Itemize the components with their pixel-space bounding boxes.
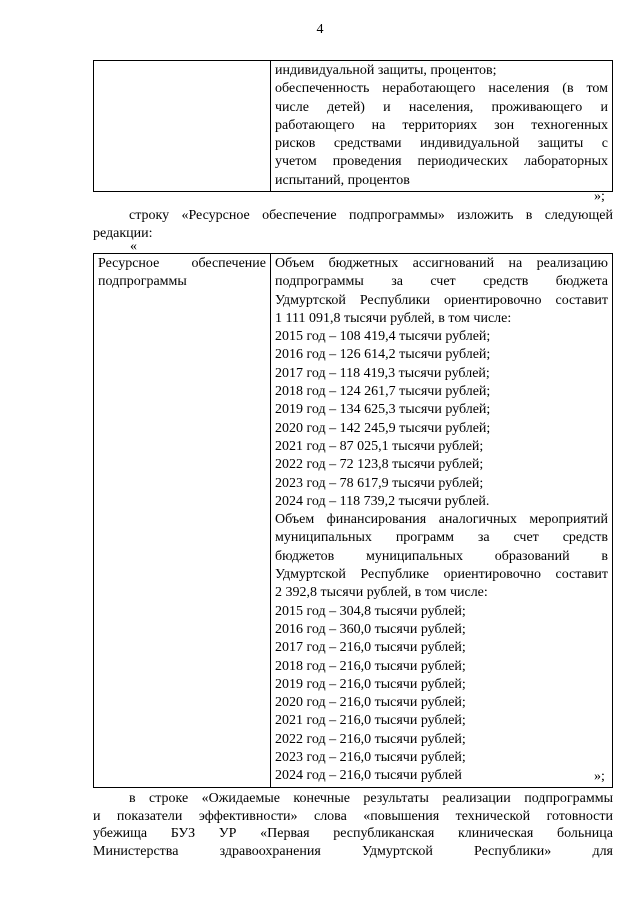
municipal-year-line: 2015 год – 304,8 тысячи рублей; xyxy=(275,603,466,619)
paragraph-line: и показатели эффективности» слова «повышения технической готовности xyxy=(93,808,613,824)
table-cell-empty xyxy=(94,61,271,192)
municipal-year-line: 2024 год – 216,0 тысячи рублей xyxy=(275,768,462,784)
budget-year-line: 2021 год – 87 025,1 тысячи рублей; xyxy=(275,438,484,454)
opening-quote: « xyxy=(130,239,137,254)
cell-line: обеспеченность неработающего населения (в том xyxy=(275,81,608,97)
paragraph-line: редакции: xyxy=(93,225,153,241)
budget-year-line: 2020 год – 142 245,9 тысячи рублей; xyxy=(275,420,491,436)
cell-line: рисков средствами индивидуальной защиты с xyxy=(275,136,608,152)
resource-value-cell xyxy=(271,254,613,788)
cell-line: работающего на территориях зон техногенных xyxy=(275,117,608,133)
budget-year-line: 2016 год – 126 614,2 тысячи рублей; xyxy=(275,347,491,363)
budget-year-line: 2023 год – 78 617,9 тысячи рублей; xyxy=(275,475,484,491)
paragraph-line: убежища БУЗ УР «Первая республиканская клиническая больница xyxy=(93,826,613,841)
resource-provision-table xyxy=(93,253,613,788)
municipal-year-line: 2019 год – 216,0 тысячи рублей; xyxy=(275,676,466,692)
municipal-year-line: 2020 год – 216,0 тысячи рублей; xyxy=(275,695,466,711)
paragraph-line: в строке «Ожидаемые конечные результаты реализации подпрограммы xyxy=(129,791,613,806)
label-line: Ресурсное обеспечение xyxy=(98,256,266,271)
indicators-cell xyxy=(271,61,613,192)
cell-line: Удмуртской Республике ориентировочно составит xyxy=(275,567,608,583)
budget-year-line: 2024 год – 118 739,2 тысячи рублей. xyxy=(275,493,490,509)
municipal-year-line: 2021 год – 216,0 тысячи рублей; xyxy=(275,713,466,729)
municipal-year-line: 2016 год – 360,0 тысячи рублей; xyxy=(275,621,466,637)
municipal-year-line: 2017 год – 216,0 тысячи рублей; xyxy=(275,640,466,656)
municipal-year-line: 2023 год – 216,0 тысячи рублей; xyxy=(275,750,466,766)
instruction-paragraph xyxy=(93,207,613,242)
cell-line: 1 111 091,8 тысячи рублей, в том числе: xyxy=(275,310,512,326)
cell-line: подпрограммы за счет средств бюджета xyxy=(275,274,608,290)
cell-line: индивидуальной защиты, процентов; xyxy=(275,63,497,78)
cell-line: числе детей) и населения, проживающего и xyxy=(275,99,608,115)
cell-line: 2 392,8 тысячи рублей, в том числе: xyxy=(275,585,488,601)
label-line: подпрограммы xyxy=(98,274,187,290)
budget-year-line: 2017 год – 118 419,3 тысячи рублей; xyxy=(275,365,490,381)
cell-line: испытаний, процентов xyxy=(275,172,410,188)
budget-year-line: 2015 год – 108 419,4 тысячи рублей; xyxy=(275,329,491,345)
municipal-year-line: 2018 год – 216,0 тысячи рублей; xyxy=(275,658,466,674)
cell-line: учетом проведения периодических лабораторных xyxy=(275,154,608,170)
budget-year-line: 2022 год – 72 123,8 тысячи рублей; xyxy=(275,457,484,473)
resource-label-cell xyxy=(94,254,271,788)
table-row xyxy=(94,61,613,192)
page-number: 4 xyxy=(316,22,324,37)
cell-line: Удмуртской Республики ориентировочно составит xyxy=(275,292,608,308)
indicators-table-continuation xyxy=(93,60,613,192)
closing-quote: »; xyxy=(594,769,605,784)
cell-line: Объем финансирования аналогичных мероприятий xyxy=(275,512,608,528)
table-row xyxy=(94,254,613,788)
paragraph-line: Министерства здравоохранения Удмуртской Республики» для xyxy=(93,843,613,859)
cell-line: муниципальных программ за счет средств xyxy=(275,530,608,546)
budget-year-line: 2018 год – 124 261,7 тысячи рублей; xyxy=(275,384,491,400)
municipal-year-line: 2022 год – 216,0 тысячи рублей; xyxy=(275,731,466,747)
cell-line: Объем бюджетных ассигнований на реализацию xyxy=(275,256,608,271)
cell-line: бюджетов муниципальных образований в xyxy=(275,548,608,564)
closing-quote: »; xyxy=(594,189,605,204)
budget-year-line: 2019 год – 134 625,3 тысячи рублей; xyxy=(275,402,491,418)
paragraph-line: строку «Ресурсное обеспечение подпрограммы» изложить в следующей xyxy=(129,208,613,223)
amendment-paragraph xyxy=(93,790,613,860)
